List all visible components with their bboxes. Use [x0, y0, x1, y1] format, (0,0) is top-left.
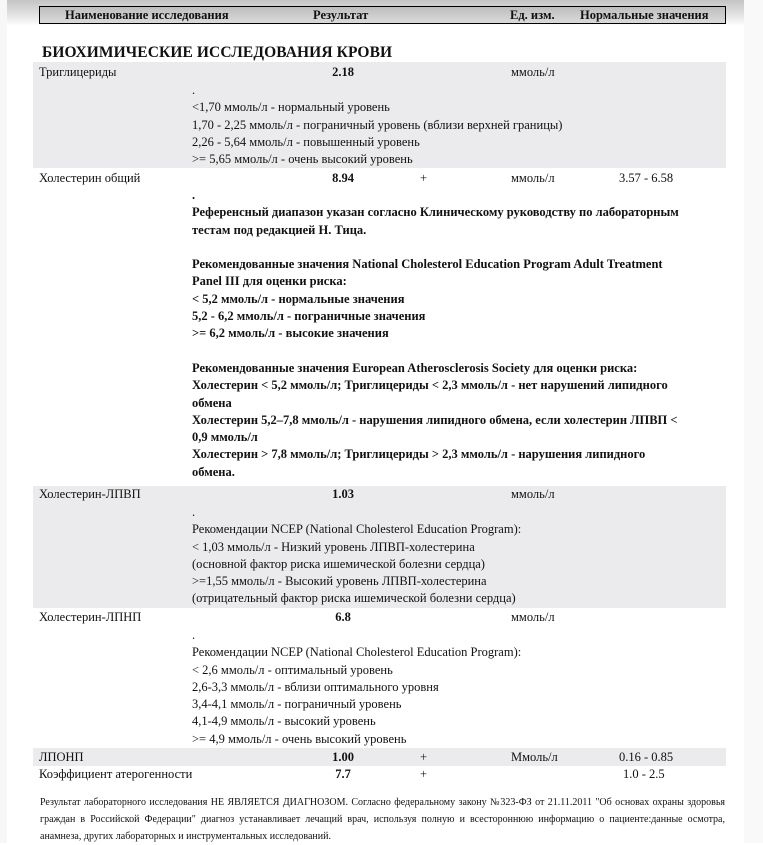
- column-header-result: Результат: [313, 8, 369, 22]
- abnormal-flag: +: [420, 171, 428, 185]
- reference-comment: [192, 187, 722, 481]
- test-name: ЛПОНП: [39, 750, 84, 764]
- comment-line: 3,4-4,1 ммоль/л - пограничный уровень: [192, 697, 402, 712]
- test-result: 8.94: [332, 171, 354, 185]
- comment-line: обмена: [192, 395, 232, 410]
- comment-line: Рекомендации NCEP (National Cholesterol Education Program):: [192, 645, 522, 660]
- test-result: 6.8: [335, 610, 351, 624]
- reference-comment: [192, 82, 722, 168]
- comment-line: Холестерин > 7,8 ммоль/л; Триглицериды > 2,3 ммоль/л - нарушения липидного: [192, 447, 646, 462]
- test-unit: ммоль/л: [511, 171, 555, 185]
- comment-line: .: [192, 188, 196, 202]
- column-header-normal: Нормальные значения: [580, 8, 709, 22]
- normal-range: 3.57 - 6.58: [619, 171, 674, 185]
- table-row-total-cholesterol: [33, 168, 726, 486]
- comment-line: Холестерин < 5,2 ммоль/л; Триглицериды < 2,3 ммоль/л - нет нарушений липидного: [192, 378, 668, 393]
- comment-line: < 5,2 ммоль/л - нормальные значения: [192, 291, 405, 306]
- comment-line: >= 5,65 ммоль/л - очень высокий уровень: [192, 152, 413, 167]
- comment-line: (основной фактор риска ишемической болезни сердца): [192, 556, 485, 571]
- page-right-margin: [744, 0, 763, 843]
- abnormal-flag: +: [420, 750, 428, 764]
- comment-line: >=1,55 ммоль/л - Высокий уровень ЛПВП-холестерина: [192, 574, 487, 589]
- reference-comment: [192, 627, 722, 748]
- comment-line: Рекомендации NCEP (National Cholesterol Education Program):: [192, 522, 522, 537]
- comment-line: тестам под редакцией Н. Тица.: [192, 222, 367, 237]
- column-header-unit: Ед. изм.: [510, 8, 555, 22]
- test-name: Триглицериды: [39, 65, 117, 79]
- test-result: 1.00: [332, 750, 354, 764]
- comment-line: < 1,03 ммоль/л - Низкий уровень ЛПВП-холестерина: [192, 539, 475, 554]
- table-row-vldl: [33, 748, 726, 766]
- test-result: 7.7: [335, 767, 351, 781]
- test-unit: ммоль/л: [511, 65, 555, 79]
- comment-line: Холестерин 5,2–7,8 ммоль/л - нарушения липидного обмена, если холестерин ЛПВП <: [192, 412, 678, 427]
- comment-line: 4,1-4,9 ммоль/л - высокий уровень: [192, 714, 376, 729]
- comment-line: .: [192, 505, 196, 519]
- comment-spacer: [192, 239, 722, 256]
- normal-range: 1.0 - 2.5: [623, 767, 665, 781]
- test-result: 2.18: [332, 65, 354, 79]
- table-row-ldl: [33, 608, 726, 748]
- page-left-margin: [0, 0, 7, 843]
- comment-line: 2,26 - 5,64 ммоль/л - повышенный уровень: [192, 134, 420, 149]
- table-row-hdl: [33, 486, 726, 608]
- comment-line: .: [192, 628, 196, 642]
- test-name: Холестерин общий: [39, 171, 141, 185]
- comment-line: 0,9 ммоль/л: [192, 430, 258, 445]
- disclaimer-footer: Результат лабораторного исследования НЕ ЯВЛЯЕТСЯ ДИАГНОЗОМ. Согласно федеральному закону №323-ФЗ от 21.11.2011 "Об основах охраны здоровья граждан в Российской Федерации" диагноз устанавливает лечащий врач, используя полную и всестороннюю информацию о пациенте:данные осмотра, анамнеза, других лабораторных и инструментальных исследований.: [40, 797, 725, 842]
- normal-range: 0.16 - 0.85: [619, 750, 674, 764]
- comment-line: 1,70 - 2,25 ммоль/л - пограничный уровень (вблизи верхней границы): [192, 117, 563, 132]
- comment-line: < 2,6 ммоль/л - оптимальный уровень: [192, 662, 393, 677]
- comment-line: 5,2 - 6,2 ммоль/л - пограничные значения: [192, 309, 426, 324]
- comment-line: >= 4,9 ммоль/л - очень высокий уровень: [192, 731, 407, 746]
- comment-line: >= 6,2 ммоль/л - высокие значения: [192, 326, 389, 341]
- comment-line: Рекомендованные значения National Cholesterol Education Program Adult Treatment: [192, 257, 663, 272]
- comment-line: <1,70 ммоль/л - нормальный уровень: [192, 100, 390, 115]
- test-name: Холестерин-ЛПВП: [39, 487, 141, 501]
- test-unit: ммоль/л: [511, 610, 555, 624]
- table-row-triglycerides: [33, 62, 726, 168]
- comment-line: обмена.: [192, 464, 235, 479]
- column-header-name: Наименование исследования: [65, 8, 229, 22]
- section-title: БИОХИМИЧЕСКИЕ ИССЛЕДОВАНИЯ КРОВИ: [42, 44, 393, 61]
- table-row-atherogenic-index: [33, 766, 726, 784]
- comment-spacer: [192, 343, 722, 360]
- reference-comment: [192, 504, 722, 608]
- test-unit: Ммоль/л: [511, 750, 558, 764]
- abnormal-flag: +: [420, 767, 428, 781]
- comment-line: 2,6-3,3 ммоль/л - вблизи оптимального уровня: [192, 679, 439, 694]
- test-unit: ммоль/л: [511, 487, 555, 501]
- comment-line: .: [192, 83, 196, 97]
- test-result: 1.03: [332, 487, 354, 501]
- test-name: Холестерин-ЛПНП: [39, 610, 142, 624]
- comment-line: (отрицательный фактор риска ишемической болезни сердца): [192, 591, 516, 606]
- comment-line: Panel III для оценки риска:: [192, 274, 347, 289]
- comment-line: Референсный диапазон указан согласно Клиническому руководству по лабораторным: [192, 205, 679, 220]
- comment-line: Рекомендованные значения European Atherosclerosis Society для оценки риска:: [192, 360, 638, 375]
- test-name: Коэффициент атерогенности: [39, 767, 193, 781]
- column-header: [39, 6, 726, 24]
